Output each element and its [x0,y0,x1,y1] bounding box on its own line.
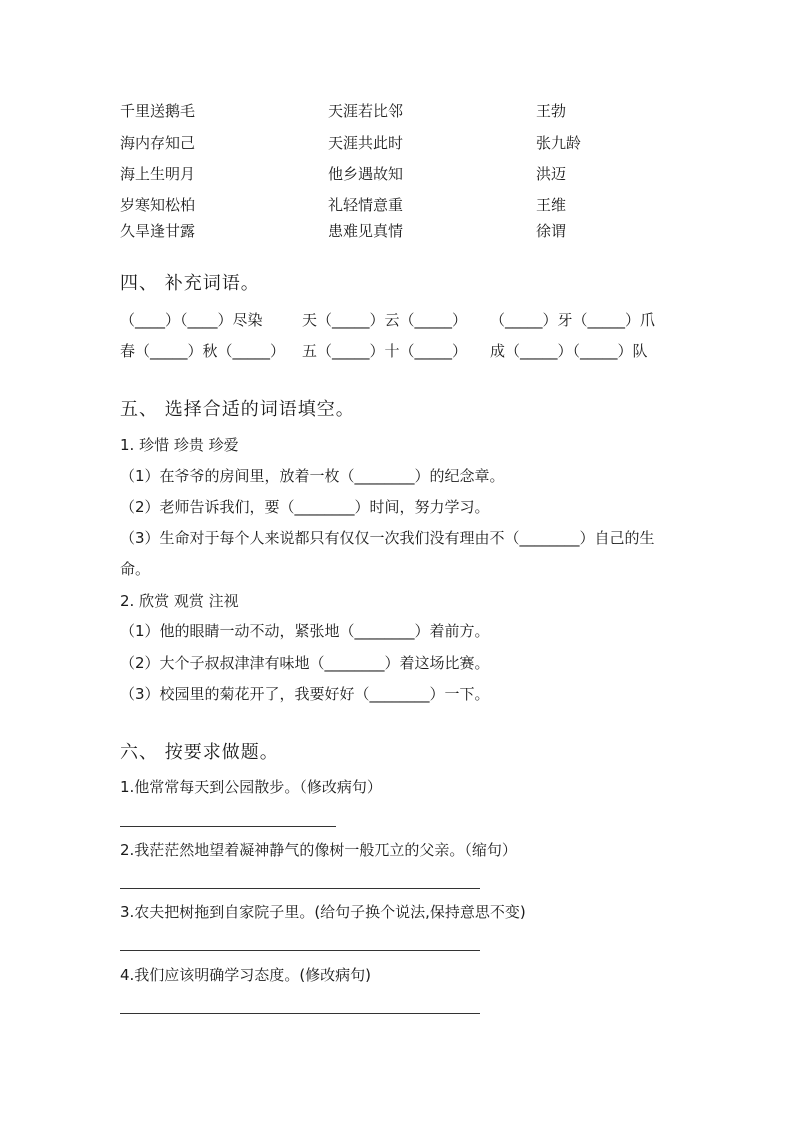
section-5-q2-a: （1）他的眼睛一动不动，紧张地（________）着前方。 [120,622,490,640]
section-5-q2-words: 2. 欣赏 观赏 注视 [120,592,239,610]
section-5-q1-b: （2）老师告诉我们，要（________）时间，努力学习。 [120,498,490,516]
section-5-title: 五、 选择合适的词语填空。 [120,399,355,420]
section-4-row1-item1: （____）（____）尽染 [120,311,263,329]
pair-5-middle: 患难见真情 [328,222,404,240]
section-6-q2: 2.我茫茫然地望着凝神静气的像树一般兀立的父亲。（缩句） [120,841,517,859]
pair-1-author: 王勃 [536,102,567,120]
section-6-title: 六、 按要求做题。 [120,742,279,763]
section-5-q2-c: （3）校园里的菊花开了，我要好好（________）一下。 [120,685,490,703]
pair-2-author: 张九龄 [536,134,582,152]
section-6-q4: 4.我们应该明确学习态度。(修改病句) [120,966,372,984]
pair-4-author: 王维 [536,196,567,214]
section-4-row1-item3: （_____）牙（_____）爪 [490,311,656,329]
section-4-row1-item2: 天（_____）云（_____） [302,311,468,329]
pair-2-left: 海内存知己 [120,134,196,152]
section-6-q1-answer-line[interactable] [120,826,336,827]
pair-3-author: 洪迈 [536,165,567,183]
pair-5-left: 久旱逢甘露 [120,222,196,240]
section-5-q1-words: 1. 珍惜 珍贵 珍爱 [120,436,239,454]
section-6-q3: 3.农夫把树拖到自家院子里。(给句子换个说法,保持意思不变) [120,903,526,921]
section-6-q3-answer-line[interactable] [120,950,480,951]
section-4-row2-item3: 成（_____）（_____）队 [490,342,648,360]
pair-1-middle: 天涯若比邻 [328,102,404,120]
section-6-q2-answer-line[interactable] [120,888,480,889]
pair-3-left: 海上生明月 [120,165,196,183]
section-4-row2-item1: 春（_____）秋（_____） [120,342,286,360]
pair-3-middle: 他乡遇故知 [328,165,404,183]
pair-4-left: 岁寒知松柏 [120,196,196,214]
pair-1-left: 千里送鹅毛 [120,102,196,120]
section-4-title: 四、 补充词语。 [120,273,260,294]
section-5-q2-b: （2）大个子叔叔津津有味地（________）着这场比赛。 [120,654,490,672]
section-5-q1-a: （1）在爷爷的房间里，放着一枚（________）的纪念章。 [120,467,505,485]
section-6-q4-answer-line[interactable] [120,1013,480,1014]
pair-2-middle: 天涯共此时 [328,134,404,152]
section-4-row2-item2: 五（_____）十（_____） [302,342,468,360]
section-6-q1: 1.他常常每天到公园散步。（修改病句） [120,778,382,796]
pair-4-middle: 礼轻情意重 [328,196,404,214]
pair-5-author: 徐谓 [536,222,567,240]
section-5-q1-c: （3）生命对于每个人来说都只有仅仅一次我们没有理由不（________）自己的生命。 [120,529,655,578]
